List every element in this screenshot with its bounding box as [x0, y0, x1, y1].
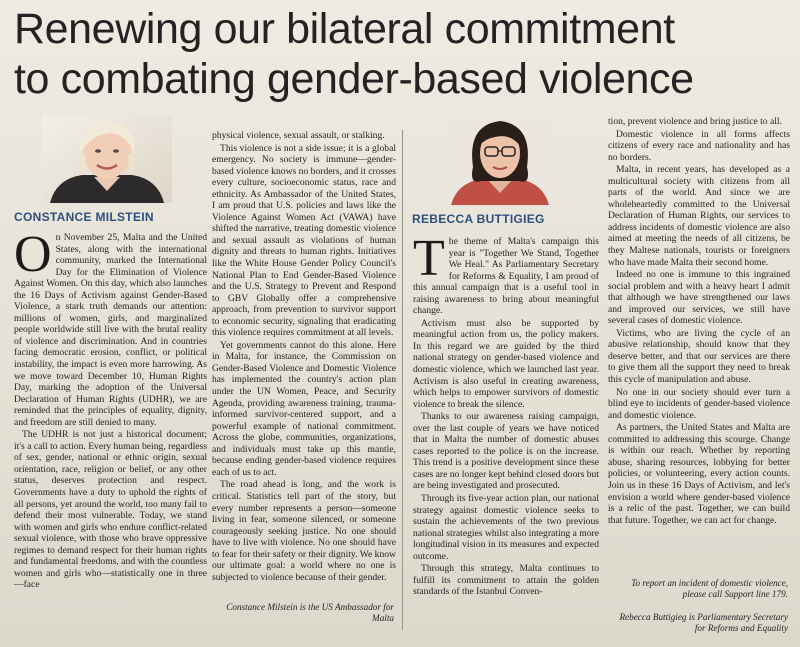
byline-constance-milstein: CONSTANCE MILSTEIN: [14, 210, 154, 224]
article-right-column-1: [413, 236, 599, 644]
paragraph: tion, prevent violence and bring justice to all.: [608, 116, 782, 127]
article-left-column-1: [14, 232, 207, 644]
paragraph: Yet governments cannot do this alone. Here in Malta, for instance, the Commission on Gender-Based Violence and Domestic Violence has implemented the country's action plan under the UN Women, Peace, and Security Agenda, providing awareness training, trauma-informed survivor-centered support, and a powerful example of national commitment. Across the globe, communities, organizations, and individuals must take up this mantle, because ending gender-based violence requires each of us to act.: [212, 339, 396, 478]
portrait-photo-constance-milstein: [42, 115, 172, 203]
headline-line-1: Renewing our bilateral commitment: [14, 5, 675, 53]
paragraph: Malta, in recent years, has developed as a multicultural society with citizens from all parts of the world. And since we are wholeheartedly committed to the Universal Declaration of Human Rights, our services to address incidents of domestic violence are also aimed at meeting the needs of all citizens, be they Maltese nationals, tourists or foreigners who have made Malta their second home.: [608, 164, 790, 268]
paragraph: The UDHR is not just a historical document; it's a call to action. Every human being, regardless of sex, gender, national or ethnic origin, sexual orientation, race, religion or belief, or any other status, deserves protection and respect. Governments have a duty to uphold the rights of all persons, yet around the world, too many fail to defend their most vulnerable. Today, we stand with women and girls who endure conflict-related sexual violence, with those who brave oppressive regimes to demand respect for their human rights and fundamental freedoms, and with the countless women and girls who—statistically one in three—face: [14, 429, 207, 591]
paragraph: On November 25, Malta and the United States, along with the international community, marked the International Day for the Elimination of Violence Against Women. On this day, which also launches the 16 Days of Activism against Gender-Based Violence, a stark truth demands our attention: millions of women, girls, and marginalized people worldwide still live with the brutal reality of violence and discrimination. And in countries facing democratic erosion, conflict, or political instability, the impact is even more harrowing. As we move toward December 10, Human Rights Day, marking the adoption of the Universal Declaration of Human Rights (UDHR), we are reminded that the principles of equality, dignity, and freedom are still denied to many.: [14, 232, 207, 428]
paragraph: Victims, who are living the cycle of an abusive relationship, should know that they deserve better, and that our services are there to give them all the support they need to break this cycle of manipulation and abuse.: [608, 327, 790, 386]
dropcap: O: [14, 232, 52, 283]
column-divider: [402, 130, 403, 630]
paragraph: Domestic violence in all forms affects citizens of every race and nationality and has no borders.: [608, 128, 790, 163]
headline-line-2: to combating gender-based violence: [14, 55, 694, 103]
portrait-photo-rebecca-buttigieg: [445, 115, 555, 205]
signature-rebecca-buttigieg: Rebecca Buttigieg is Parliamentary Secretary for Reforms and Equality: [619, 612, 788, 633]
paragraph: Through this strategy, Malta continues to fulfill its commitment to attain the golden standards of the Istanbul Conven-: [413, 563, 599, 598]
paragraph: Indeed no one is immune to this ingrained social problem and with a heavy heart I admit that although we have strengthened our laws and improved our services, we still have several cases of domestic violence.: [608, 269, 790, 327]
paragraph: Thanks to our awareness raising campaign, over the last couple of years we have noticed that in Malta the number of domestic abuses cases reported to the police is on the increase. This trend is a positive development since these cases are no longer kept behind closed doors but are being investigated and prosecuted.: [413, 411, 599, 492]
article-left-column-2: [212, 130, 396, 594]
article-right-column-2: [608, 116, 790, 574]
paragraph: physical violence, sexual assault, or stalking.: [212, 130, 385, 141]
signature-constance-milstein: Constance Milstein is the US Ambassador for Malta: [226, 602, 394, 623]
paragraph: As partners, the United States and Malta are committed to addressing this scourge. Change is within our reach. Whether by reporting abuse, sharing resources, lobbying for better policies, or volunteering, every action counts. Join us in these 16 Days of Activism, and let's envision a world where gender-based violence is a relic of the past. Together, we can build that future. Together, we can act for change.: [608, 422, 790, 526]
paragraph: This violence is not a side issue; it is a global emergency. No society is immune—gender-based violence knows no borders, and it crosses every culture, socioeconomic status, race and ethnicity. As Ambassador of the United States, I am proud that U.S. policies and laws like the Violence Against Women Act (VAWA) have shifted the narrative, treating domestic violence and sexual assault as violations of human dignity and threats to human rights. Initiatives like the White House Gender Policy Council's National Plan to End Gender-Based Violence and the U.S. Strategy to Prevent and Respond to GBV Globally offer a comprehensive approach, from prevention to survivor support to economic security, signaling that eradicating this violence requires commitment at all levels.: [212, 142, 396, 339]
paragraph: The road ahead is long, and the work is critical. Statistics tell part of the story, but every number represents a person—someone living in fear, someone silenced, or someone courageously seeking justice. No one should have to live with violence. No one should have to fear for their safety or their dignity. We know our ultimate goal: a world where no one is subjected to violence because of their gender.: [212, 479, 396, 583]
headline: [14, 4, 794, 104]
support-line-note: To report an incident of domestic violence, please call Support line 179.: [631, 578, 788, 599]
dropcap: T: [413, 236, 445, 287]
byline-rebecca-buttigieg: REBECCA BUTTIGIEG: [412, 212, 545, 226]
paragraph: Activism must also be supported by meaningful action from us, the policy makers. In this regard we are guided by the third national strategy on gender-based violence and domestic violence, which we launched last year. Activism is also useful in creating awareness, which helps to empower survivors of domestic violence to break the silence.: [413, 317, 599, 410]
paragraph: No one in our society should ever turn a blind eye to incidents of gender-based violence and domestic violence.: [608, 386, 790, 421]
paragraph: The theme of Malta's campaign this year is "Together We Stand, Together We Heal." As Parliamentary Secretary for Reforms & Equality, I am proud of this annual campaign that is a useful tool in raising awareness to bring about meaningful change.: [413, 236, 599, 317]
paragraph: Through its five-year action plan, our national strategy against domestic violence seeks to sustain the achievements of the two previous national strategies whilst also integrating a more longitudinal vision in its measures and expected outcome.: [413, 493, 599, 562]
